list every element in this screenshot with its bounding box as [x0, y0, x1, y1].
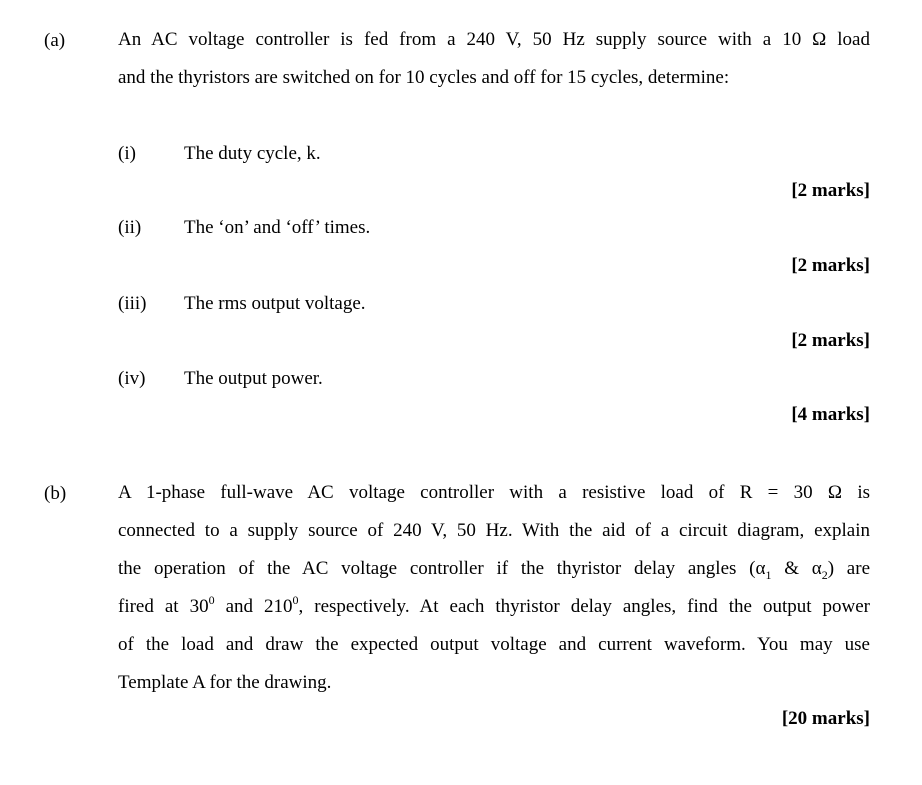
item-ii-text: The ‘on’ and ‘off’ times. — [184, 217, 371, 238]
item-iv-marks: [4 marks] — [791, 404, 870, 425]
item-iii-label: (iii) — [118, 293, 147, 314]
part-b-line-3-a: the operation of the AC voltage controller if the thyristor delay angles (α — [118, 558, 766, 579]
part-b-line-3 — [118, 550, 870, 588]
item-iii-marks: [2 marks] — [791, 330, 870, 351]
part-b-line-4-a: fired at 30 — [118, 596, 209, 617]
part-b-line-6: Template A for the drawing. — [118, 672, 332, 693]
part-b-question — [118, 474, 870, 702]
part-b-line-2: connected to a supply source of 240 V, 50 Hz. With the aid of a circuit diagram, explain — [118, 520, 870, 541]
part-a-label: (a) — [44, 30, 66, 51]
item-i-label: (i) — [118, 143, 136, 164]
item-iv-text: The output power. — [184, 368, 323, 389]
part-b-label: (b) — [44, 483, 67, 504]
part-b-marks: [20 marks] — [781, 708, 870, 729]
alpha-1-subscript: 1 — [765, 567, 772, 582]
item-i-text: The duty cycle, k. — [184, 143, 321, 164]
part-b-line-5: of the load and draw the expected output voltage and current waveform. You may use — [118, 634, 870, 655]
part-a-line-1: An AC voltage controller is fed from a 240 V, 50 Hz supply source with a 10 Ω load — [118, 29, 870, 50]
part-a-line-2: and the thyristors are switched on for 10 cycles and off for 15 cycles, determine: — [118, 67, 730, 88]
part-b-line-3-c: ) are — [827, 558, 871, 579]
part-b-line-1: A 1-phase full-wave AC voltage controller with a resistive load of R = 30 Ω is — [118, 482, 870, 503]
item-iv-label: (iv) — [118, 368, 146, 389]
degree-superscript-1: 0 — [208, 592, 215, 607]
part-b-line-4-c: , respectively. At each thyristor delay angles, find the output power — [298, 596, 870, 617]
part-a-question — [118, 21, 870, 97]
part-b-line-4 — [118, 588, 870, 626]
part-b-line-3-b: & α — [771, 558, 822, 579]
alpha-2-subscript: 2 — [821, 567, 828, 582]
part-b-line-4-b: and 210 — [214, 596, 293, 617]
item-ii-marks: [2 marks] — [791, 255, 870, 276]
item-iii-text: The rms output voltage. — [184, 293, 366, 314]
item-ii-label: (ii) — [118, 217, 142, 238]
degree-superscript-2: 0 — [292, 592, 299, 607]
item-i-marks: [2 marks] — [791, 180, 870, 201]
